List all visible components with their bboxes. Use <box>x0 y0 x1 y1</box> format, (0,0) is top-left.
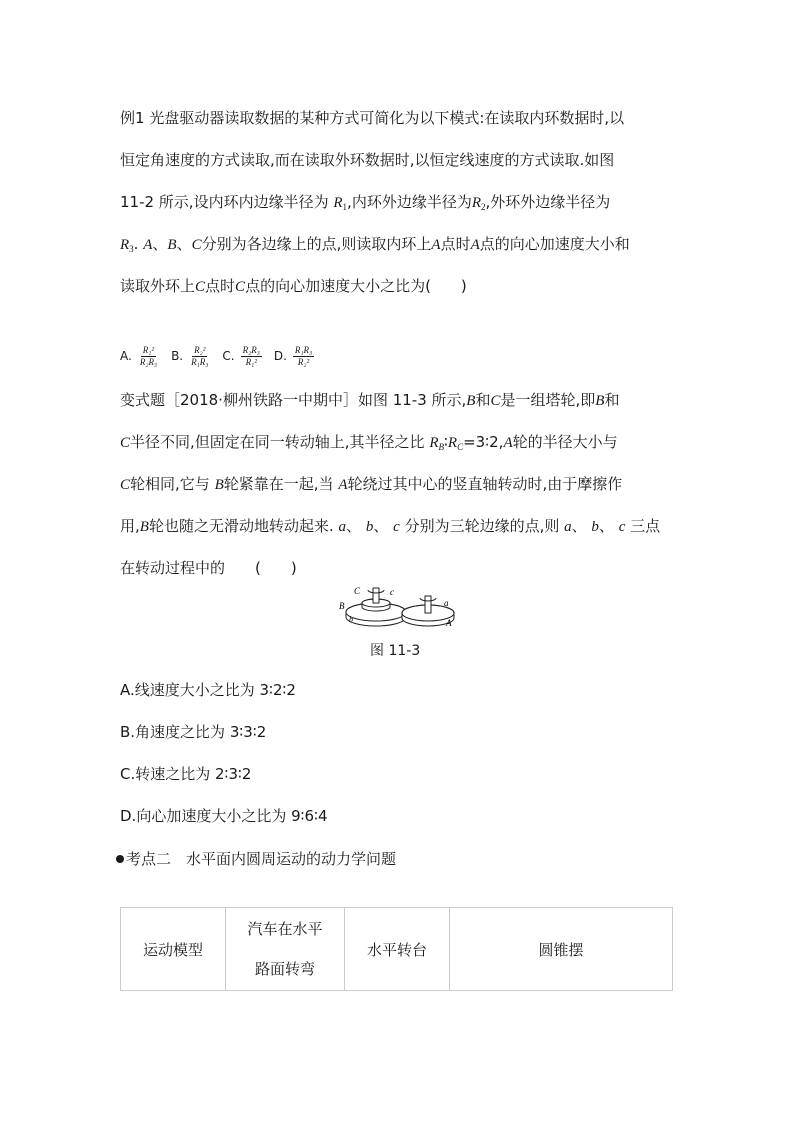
answer-c[interactable]: C.转速之比为 2∶3∶2 <box>120 765 252 783</box>
table-header-cell: 运动模型 <box>121 908 226 991</box>
example-label: 例1 <box>120 109 145 127</box>
example-line-3: 11-2 所示,设内环内边缘半径为 $R_1$,内环外边缘半径为$R_2$,外环外边缘半径为 <box>120 193 611 212</box>
option-c[interactable]: C. $\frac{\text{R₂R₃}}{\text{R₁²}}$ <box>222 344 260 367</box>
example-line-2: 恒定角速度的方式读取,而在读取外环数据时,以恒定线速度的方式读取.如图 <box>120 151 615 169</box>
example-line-4: $R_3$. A、B、C分别为各边缘上的点,则读取内环上A点时A点的向心加速度大小和 <box>120 235 630 254</box>
option-b-fraction: $\frac{\text{R₂²}}{\text{R₁R₃}}$ <box>191 344 209 367</box>
section-title: 考点二 水平面内圆周运动的动力学问题 <box>126 850 397 868</box>
motion-model-table <box>120 907 673 991</box>
option-d[interactable]: D. $\frac{\text{R₁R₃}}{\text{R₂²}}$ <box>273 344 313 367</box>
option-b[interactable]: B. $\frac{\text{R₂²}}{\text{R₁R₃}}$ <box>171 344 209 367</box>
figure-caption: 图 11-3 <box>370 643 421 659</box>
option-a-fraction: $\frac{\text{R₁²}}{\text{R₂R₃}}$ <box>139 344 158 367</box>
label-b: b <box>349 615 353 624</box>
answer-a[interactable]: A.线速度大小之比为 3∶2∶2 <box>120 681 296 699</box>
variant-line-4: 用,B轮也随之无滑动地转动起来. a、 b、 c 分别为三轮边缘的点,则 a、 b、 c 三点 <box>120 517 661 535</box>
option-a[interactable]: A. $\frac{\text{R₁²}}{\text{R₂R₃}}$ <box>120 344 158 367</box>
label-B: B <box>339 601 345 611</box>
table-cell-turntable: 水平转台 <box>345 908 450 991</box>
table-cell-car: 汽车在水平 路面转弯 <box>226 908 345 991</box>
variant-line-3: C轮相同,它与 B轮紧靠在一起,当 A轮绕过其中心的竖直轴转动时,由于摩擦作 <box>120 475 623 493</box>
wheel-b-rim <box>346 612 406 626</box>
variant-line-2: C半径不同,但固定在同一转动轴上,其半径之比 $R_B∶R_C=3∶2,A$轮的半径大小与 <box>120 433 618 452</box>
axis-a <box>425 596 431 613</box>
label-a: a <box>444 598 449 608</box>
label-A: A <box>446 618 452 628</box>
table-cell-conical-pendulum: 圆锥摆 <box>450 908 673 991</box>
option-c-fraction: $\frac{\text{R₂R₃}}{\text{R₁²}}$ <box>242 344 260 367</box>
example-line-5: 读取外环上C点时C点的向心加速度大小之比为( ) <box>120 277 467 295</box>
label-c: c <box>390 587 394 597</box>
tower-wheel-diagram <box>338 582 462 630</box>
table-row <box>121 908 673 991</box>
label-C: C <box>354 586 361 596</box>
answer-b[interactable]: B.角速度之比为 3∶3∶2 <box>120 723 267 741</box>
section-heading <box>116 848 396 869</box>
example-options <box>120 338 326 374</box>
example-line-1: 例1 光盘驱动器读取数据的某种方式可简化为以下模式:在读取内环数据时,以 <box>120 109 625 127</box>
axis-bc <box>373 588 379 603</box>
answer-d[interactable]: D.向心加速度大小之比为 9∶6∶4 <box>120 807 328 825</box>
option-d-fraction: $\frac{\text{R₁R₃}}{\text{R₂²}}$ <box>294 344 313 367</box>
variant-line-1: 变式题［2018·柳州铁路一中期中］如图 11-3 所示,B和C是一组塔轮,即B和 <box>120 391 620 409</box>
figure-tower-wheel <box>338 582 462 634</box>
variant-line-5: 在转动过程中的 ( ) <box>120 559 297 577</box>
bullet-icon <box>116 855 124 863</box>
